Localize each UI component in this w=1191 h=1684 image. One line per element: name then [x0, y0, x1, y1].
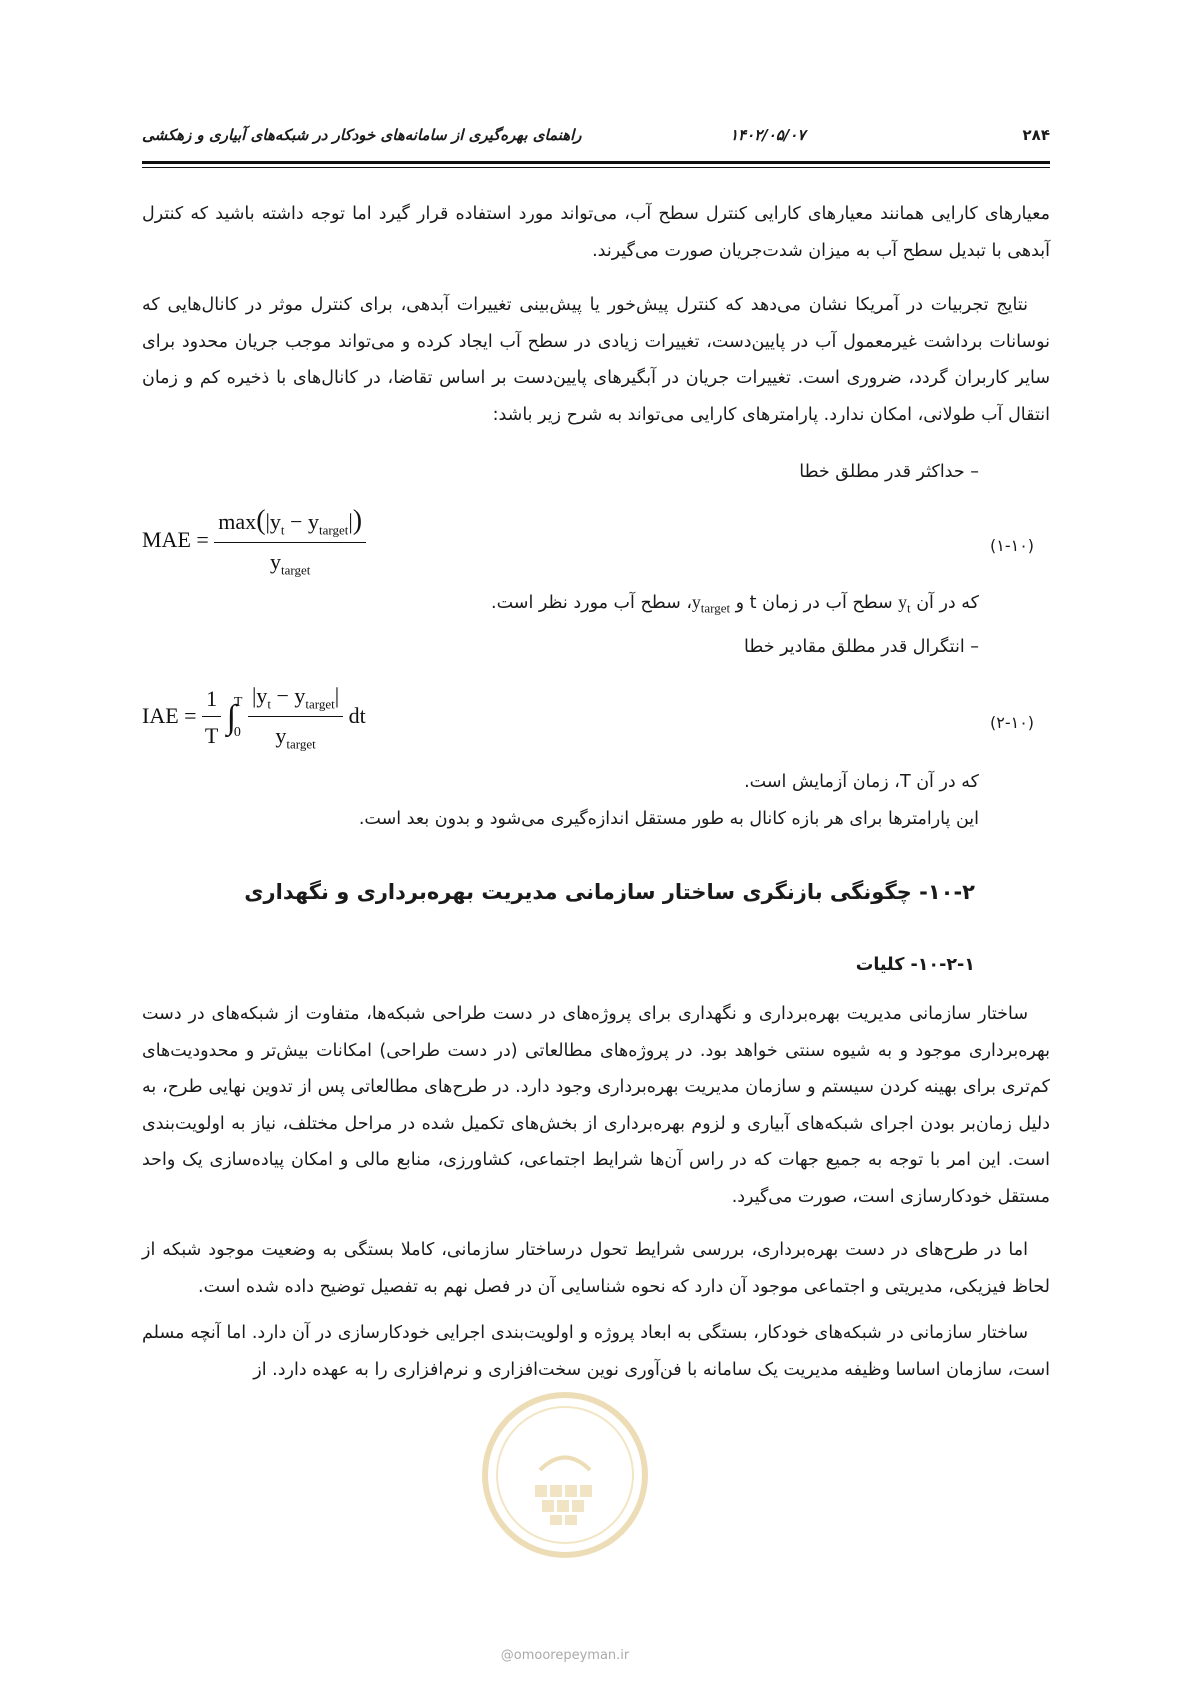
formula-iae-coef: [202, 686, 221, 749]
formula-iae-lhs: IAE =: [142, 702, 197, 728]
minus-sign: −: [290, 509, 303, 534]
dt-symbol: dt: [348, 702, 366, 728]
section-heading: ۱۰-۲- چگونگی بازنگری ساختار سازمانی مدیریت بهره‌برداری و نگهداری: [244, 880, 975, 904]
running-header: [142, 126, 1050, 148]
max-symbol: max: [218, 509, 257, 534]
inline-var-y: y: [898, 592, 908, 612]
formula-mae: [142, 505, 366, 579]
watermark-logo: [480, 1390, 650, 1560]
sub-target: target: [305, 696, 335, 712]
header-date: ۱۴۰۲/۰۵/۰۷: [730, 126, 806, 144]
formula-mae-numerator: $\max(|y_t - y_{target}|)$: [214, 505, 366, 543]
formula-iae: [142, 683, 366, 753]
formula-mae-lhs: MAE =: [142, 526, 209, 552]
coef-denominator: T: [204, 723, 219, 749]
var-y: y: [275, 723, 287, 749]
where-line-2: که در آن T، زمان آزمایش است.: [744, 772, 979, 792]
paragraph-1: معیارهای کارایی همانند معیارهای کارایی کنترل سطح آب، می‌تواند مورد استفاده قرار گیرد اما توجه داشته باشید که کنترل آبدهی با تبدیل سطح آب به میزان شدت‌جریان صورت می‌گیرند.: [142, 204, 1050, 261]
integral-sign: ∫: [226, 698, 236, 736]
formula-mae-fraction: [214, 505, 366, 579]
inline-var-y: y: [691, 592, 701, 612]
bullet-integral-abs-error: – انتگرال قدر مطلق مقادیر خطا: [744, 637, 979, 657]
sub-target: target: [318, 522, 349, 538]
var-y: y: [270, 549, 281, 575]
var-y: y: [269, 509, 281, 534]
formula-iae-denominator: [248, 717, 343, 752]
sub-target: target: [286, 736, 316, 752]
sub-t: t: [280, 522, 285, 538]
formula-mae-denominator: [214, 543, 366, 578]
formula-iae-fraction: [248, 683, 343, 753]
formula-iae-numerator: $|y_t - y_{target}|$: [248, 683, 343, 717]
paragraph-4: ساختار سازمانی مدیریت بهره‌برداری و نگهداری برای پروژه‌های در دست طراحی شبکه‌ها، متفاوت از شبکه‌های در دست بهره‌برداری موجود و به شیوه سنتی خواهد بود. در پروژه‌های مطالعاتی (در دست طراحی) امکانات بیش‌تر و محدودیت‌های کم‌تری برای بهینه کردن سیستم و سازمان مدیریت بهره‌برداری وجود دارد. در طرح‌های مطالعاتی پس از تدوین نهایی طرح، به دلیل زمان‌بر بودن اجرای شبکه‌های آبیاری و لزوم بهره‌برداری از بخش‌های تکمیل شده در مراحل مختلف، نیاز به اولویت‌بندی است. این امر با توجه به جمیع جهات که در راس آن‌ها شرایط اجتماعی، کشاورزی، منابع مالی و امکان پیاده‌سازی یک واحد مستقل خودکارسازی است، صورت می‌گیرد.: [142, 1004, 1050, 1207]
coef-numerator: 1: [202, 686, 221, 717]
var-y: y: [307, 509, 319, 534]
header-title: راهنمای بهره‌گیری از سامانه‌های خودکار در شبکه‌های آبیاری و زهکشی: [142, 126, 582, 144]
inline-sub-t: t: [907, 600, 911, 616]
var-y: y: [294, 683, 306, 708]
equation-number-2: (۲-۱۰): [990, 713, 1035, 732]
bullet-max-abs-error: – حداکثر قدر مطلق خطا: [799, 462, 979, 482]
inline-sub-target: target: [700, 600, 731, 616]
where1-text-b: سطح آب در زمان t و: [730, 593, 899, 613]
paragraph-6: ساختار سازمانی در شبکه‌های خودکار، بستگی به ابعاد پروژه و اولویت‌بندی اجرایی خودکارسازی در آن دارد. اما آنچه مسلم است، سازمان اساسا وظیفه مدیریت یک سامانه با فن‌آوری نوین سخت‌افزاری و نرم‌افزاری را به عهده دارد. از: [142, 1323, 1050, 1380]
sub-t: t: [267, 696, 271, 712]
where1-text-a: که در آن: [910, 593, 979, 613]
paragraph-2: نتایج تجربیات در آمریکا نشان می‌دهد که کنترل پیش‌خور یا پیش‌بینی تغییرات آبدهی، برای کنترل موثر در کانال‌هایی که نوسانات برداشت غیرمعمول آب در پایین‌دست، تغییرات زیادی در سطح آب ایجاد کرده و می‌تواند موجب جریان محدود برای سایر کاربران گردد، ضروری است. تغییرات جریان در آبگیرهای پایین‌دست بر اساس تقاضا، در کانال‌های با ذخیره کم و زمان انتقال آب طولانی، امکان ندارد. پارامترهای کارایی می‌تواند به شرح زیر باشد:: [142, 295, 1050, 425]
where-line-1: [491, 592, 979, 617]
header-rule-thin: [142, 167, 1050, 168]
subsection-heading: ۱۰-۲-۱- کلیات: [855, 955, 975, 975]
upper-limit: T: [233, 694, 243, 710]
integral-limits: [234, 688, 243, 748]
where1-text-c: ، سطح آب مورد نظر است.: [491, 593, 692, 613]
var-y: y: [256, 683, 268, 708]
equation-number-1: (۱-۱۰): [990, 536, 1035, 555]
lower-limit: 0: [233, 724, 241, 740]
sub-target: target: [281, 562, 311, 578]
paragraph-5: اما در طرح‌های در دست بهره‌برداری، بررسی شرایط تحول درساختار سازمانی، کاملا بستگی به وضعیت موجود شبکه از لحاظ فیزیکی، مدیریتی و اجتماعی موجود آن دارد که نحوه شناسایی آن در فصل نهم به تفصیل توضیح داده شده است.: [142, 1240, 1050, 1297]
page-number: ۲۸۴: [1022, 126, 1050, 144]
minus-sign: −: [276, 683, 289, 708]
paragraph-3: این پارامترها برای هر بازه کانال به طور مستقل اندازه‌گیری می‌شود و بدون بعد است.: [358, 809, 979, 829]
header-rule-thick: [142, 161, 1050, 164]
watermark-url: @omoorepeyman.ir: [500, 1648, 630, 1663]
